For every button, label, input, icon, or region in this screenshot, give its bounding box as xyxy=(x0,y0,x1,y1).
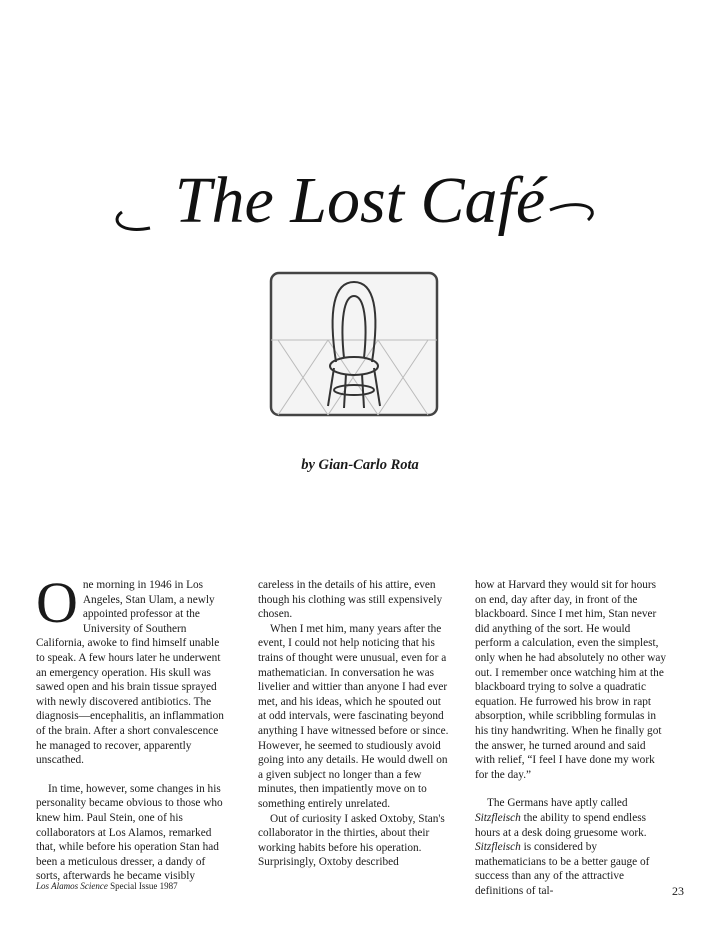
text-column-3 xyxy=(475,578,667,898)
text-run: the ability to spend endless hours at a desk doing gruesome work. xyxy=(475,811,647,839)
text-run: is considered by mathematicians to be a better gauge of success than any of the attractive definitions of tal- xyxy=(475,841,650,897)
paragraph: careless in the details of his attire, even though his clothing was still expensively chosen. xyxy=(258,579,443,621)
title-text: The Lost Café xyxy=(174,164,546,237)
text-column-2 xyxy=(258,578,450,870)
paragraph-text: ne morning in 1946 in Los Angeles, Stan Ulam, a newly appointed professor at the University of Southern California, awoke to find himself unable to speak. A few hours later he underwent an emergency operation. His skull was sawed open and his brain tissue sprayed with newly discovered antibiotics. The diagnosis—encephalitis, an inflammation of the brain. After a short convalescence he managed to recover, apparently unscathed. xyxy=(36,579,224,767)
title-right-flourish xyxy=(550,205,592,220)
paragraph: how at Harvard they would sit for hours on end, day after day, in front of the blackboard. Since I met him, Stan never did anything of the sort. He would perform a calculation, even the simplest, only when he had absolutely no other way out. I remember once watching him at the blackboard trying to solve a quadratic equation. He furrowed his brow in rapt absorption, while scribbling formulas in his tiny handwriting. When he finally got the answer, he turned around and said with relief, “I feel I have done my work for the day.” xyxy=(475,579,667,781)
publication-name: Los Alamos Science xyxy=(36,881,108,891)
page-number: 23 xyxy=(672,884,684,898)
page-footer xyxy=(36,881,178,891)
title-left-flourish xyxy=(117,212,150,229)
paragraph xyxy=(36,570,228,768)
drop-cap: O xyxy=(36,570,78,635)
chair-sketch-drawing xyxy=(268,270,440,418)
text-run: The Germans have aptly called xyxy=(487,797,628,810)
byline: by Gian-Carlo Rota xyxy=(301,457,419,473)
issue-label: Special Issue 1987 xyxy=(110,881,178,891)
calligraphic-title xyxy=(110,150,610,260)
paragraph: Out of curiosity I asked Oxtoby, Stan's collaborator in the thirties, about their working habits before his operation. Surprisingly, Oxtoby described xyxy=(258,812,445,869)
italic-term: Sitzfleisch xyxy=(475,841,521,854)
chair-sketch xyxy=(268,270,440,418)
paragraph: When I met him, many years after the event, I could not help noticing that his trains of thought were unusual, even for a mathematician. In conversation he was livelier and wittier than anyone I had ever met, and his ideas, which he spouted out at odd intervals, were fascinating beyond anything I have witnessed before or since. However, he seemed to studiously avoid going into any details. He would dwell on a given subject no longer than a few minutes, then impatiently move on to something entirely unrelated. xyxy=(258,622,449,810)
italic-term: Sitzfleisch xyxy=(475,811,521,824)
sketch-frame xyxy=(271,273,437,415)
paragraph: In time, however, some changes in his personality became obvious to those who knew him. Paul Stein, one of his collaborators at Los Alamos, remarked that, while before his operation Stan had been a meticulous dresser, a dandy of sorts, afterwards he became visibly xyxy=(36,782,223,883)
paragraph xyxy=(475,796,667,898)
text-column-1 xyxy=(36,570,228,884)
article-title xyxy=(110,150,610,260)
